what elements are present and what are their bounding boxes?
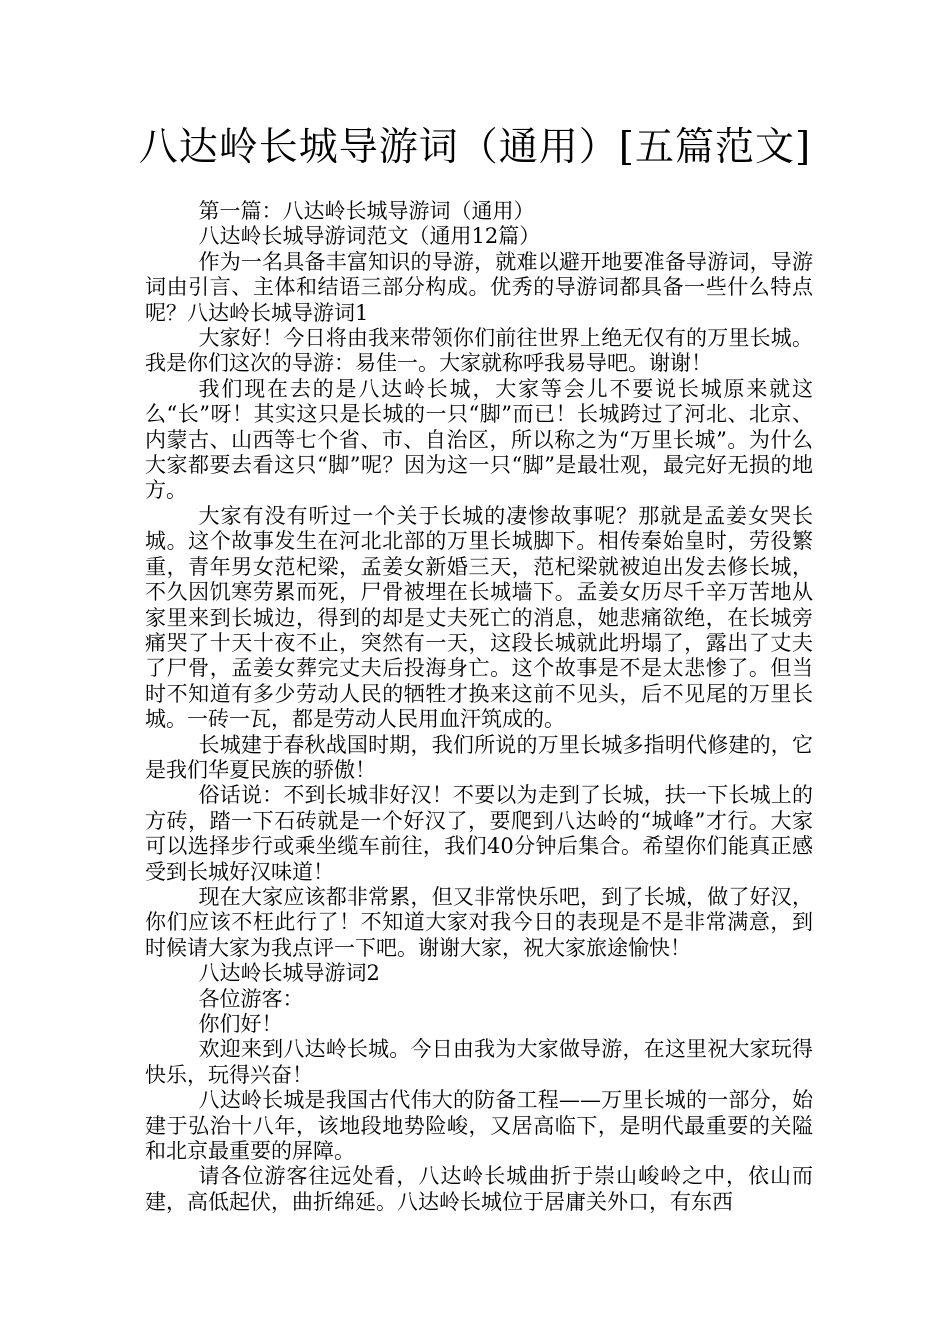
paragraph: 八达岭长城导游词范文（通用12篇）: [198, 224, 541, 249]
paragraph: 我们现在去的是八达岭长城，大家等会儿不要说长城原来就这么“长”呀！其实这只是长城的一只“脚”而已！长城跨过了河北、北京、内蒙古、山西等七个省、市、自治区，所以称之为“万里长城”。为什么大家都要去看这只“脚”呢？因为这一只“脚”是最壮观，最完好无损的地方。: [145, 376, 813, 503]
document-body: [145, 199, 813, 1215]
paragraph: 请各位游客往远处看，八达岭长城曲折于崇山峻岭之中，依山而建，高低起伏，曲折绵延。八达岭长城位于居庸关外口，有东西: [145, 1164, 813, 1214]
paragraph: 第一篇：八达岭长城导游词（通用）: [198, 199, 535, 223]
paragraph: 各位游客：: [198, 986, 304, 1011]
paragraph: 你们好！: [198, 1012, 283, 1036]
paragraph: 俗话说：不到长城非好汉！不要以为走到了长城，扶一下长城上的方砖，踏一下石砖就是一个好汉了，要爬到八达岭的“城峰”才行。大家可以选择步行或乘坐缆车前往，我们40分钟后集合。希望你们能真正感受到长城好汉味道！: [145, 783, 813, 884]
paragraph: 八达岭长城导游词2: [198, 961, 380, 986]
paragraph: 欢迎来到八达岭长城。今日由我为大家做导游，在这里祝大家玩得快乐，玩得兴奋！: [145, 1037, 813, 1087]
document-title: 八达岭长城导游词（通用）[五篇范文]: [138, 125, 812, 170]
paragraph: 现在大家应该都非常累，但又非常快乐吧，到了长城，做了好汉，你们应该不枉此行了！不知道大家对我今日的表现是不是非常满意，到时候请大家为我点评一下吧。谢谢大家，祝大家旅途愉快！: [145, 884, 813, 960]
paragraph: 长城建于春秋战国时期，我们所说的万里长城多指明代修建的，它是我们华夏民族的骄傲！: [145, 732, 813, 782]
paragraph: 大家有没有听过一个关于长城的凄惨故事呢？那就是孟姜女哭长城。这个故事发生在河北北部的万里长城脚下。相传秦始皇时，劳役繁重，青年男女范杞梁，孟姜女新婚三天，范杞梁就被迫出发去修长城，不久因饥寒劳累而死，尸骨被埋在长城墙下。孟姜女历尽千辛万苦地从家里来到长城边，得到的却是丈夫死亡的消息，她悲痛欲绝，在长城旁痛哭了十天十夜不止，突然有一天，这段长城就此坍塌了，露出了丈夫了尸骨，孟姜女葬完丈夫后投海身亡。这个故事是不是太悲惨了。但当时不知道有多少劳动人民的牺牲才换来这前不见头，后不见尾的万里长城。一砖一瓦，都是劳动人民用血汗筑成的。: [145, 503, 813, 732]
paragraph: 作为一名具备丰富知识的导游，就难以避开地要准备导游词，导游词由引言、主体和结语三部分构成。优秀的导游词都具备一些什么特点呢？八达岭长城导游词1: [145, 249, 813, 325]
paragraph: 八达岭长城是我国古代伟大的防备工程——万里长城的一部分，始建于弘治十八年，该地段地势险峻，又居高临下，是明代最重要的关隘和北京最重要的屏障。: [145, 1088, 813, 1164]
paragraph: 大家好！今日将由我来带领你们前往世界上绝无仅有的万里长城。我是你们这次的导游：易佳一。大家就称呼我易导吧。谢谢！: [145, 326, 813, 376]
